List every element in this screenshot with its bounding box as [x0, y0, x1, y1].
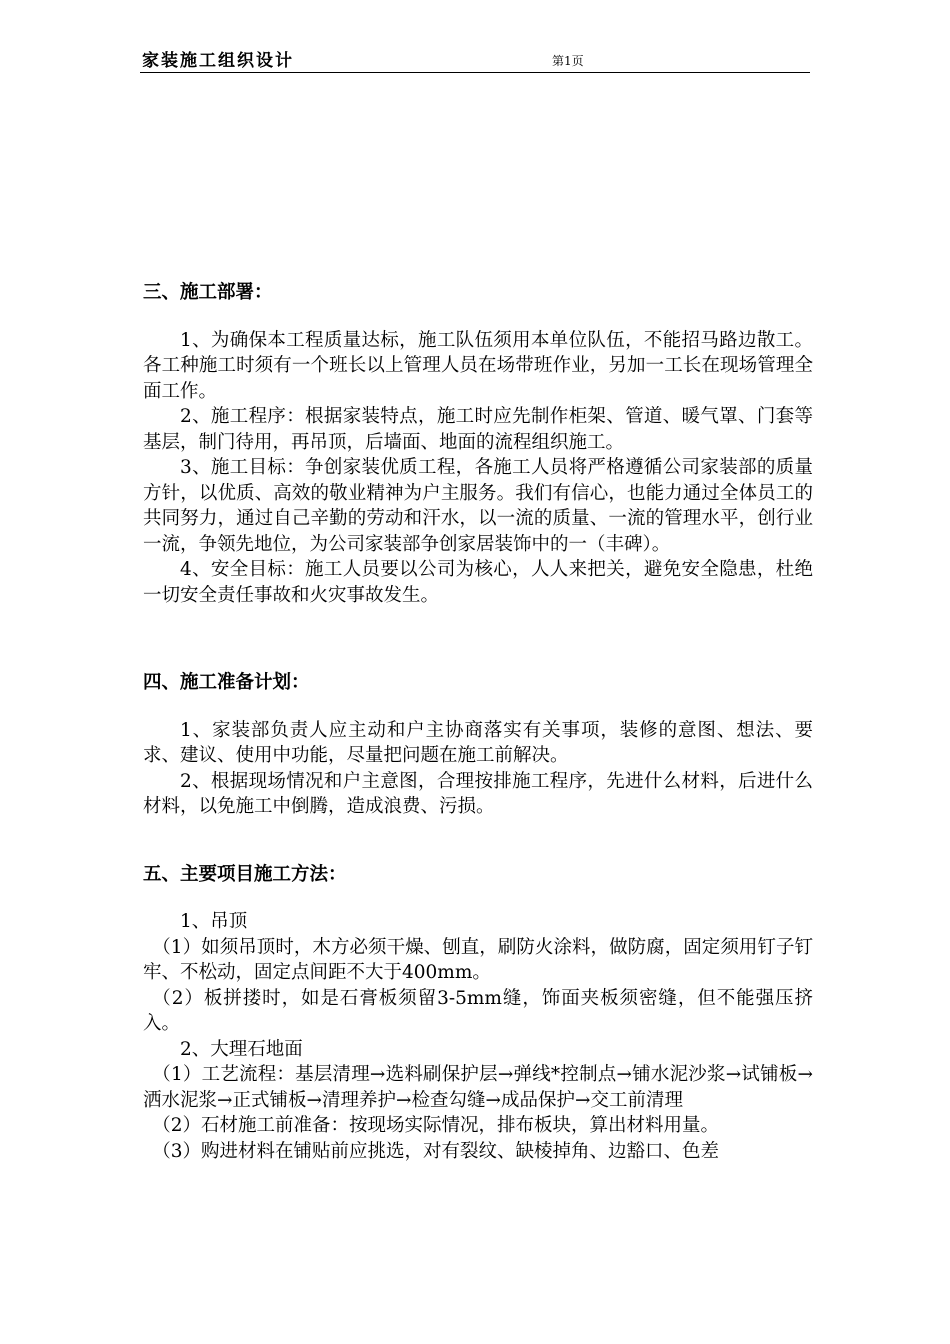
- paragraph: 1、家装部负责人应主动和户主协商落实有关事项，装修的意图、想法、要求、建议、使用中功能，尽量把问题在施工前解决。: [143, 719, 813, 766]
- page-number: 第1页: [552, 54, 584, 68]
- page-header: [140, 44, 810, 73]
- paragraph: 2、施工程序：根据家装特点，施工时应先制作柜架、管道、暖气罩、门套等基层，制门待用，再吊顶，后墙面、地面的流程组织施工。: [143, 406, 813, 453]
- paragraph: 4、安全目标：施工人员要以公司为核心，人人来把关，避免安全隐患，杜绝一切安全责任事故和火灾事故发生。: [143, 559, 813, 606]
- section-title-methods: 五、主要项目施工方法：: [143, 863, 347, 885]
- subsection-title-marble-floor: 2、大理石地面: [180, 1038, 303, 1060]
- document-title: 家装施工组织设计: [142, 51, 294, 71]
- paragraph: 2、根据现场情况和户主意图，合理按排施工程序，先进什么材料，后进什么材料，以免施工中倒腾，造成浪费、污损。: [143, 770, 813, 817]
- section-title-preparation: 四、施工准备计划：: [143, 672, 310, 693]
- paragraph: 3、施工目标：争创家装优质工程，各施工人员将严格遵循公司家装部的质量方针，以优质、高效的敬业精神为户主服务。我们有信心，也能力通过全体员工的共同努力，通过自己辛勤的劳动和汗水，以一流的质量、一流的管理水平，创行业一流，争领先地位，为公司家装部争创家居装饰中的一（丰碑）。: [143, 457, 813, 555]
- paragraph: （3）购进材料在铺贴前应挑选，对有裂纹、缺棱掉角、边豁口、色差: [152, 1140, 720, 1162]
- paragraph: （1）工艺流程：基层清理→选料刷保护层→弹线*控制点→铺水泥沙浆→试铺板→洒水泥浆→正式铺板→清理养护→检查勾缝→成品保护→交工前清理: [143, 1064, 813, 1111]
- subsection-title-ceiling: 1、吊顶: [180, 911, 248, 932]
- section-title-deployment: 三、施工部署：: [143, 282, 273, 303]
- paragraph: （2）板拼搂时，如是石膏板须留3-5mm缝，饰面夹板须密缝，但不能强压挤入。: [143, 987, 813, 1034]
- document-body: [143, 280, 813, 1164]
- paragraph: （1）如须吊顶时，木方必须干燥、刨直，刷防火涂料，做防腐，固定须用钉子钉牢、不松动，固定点间距不大于400mm。: [143, 936, 813, 983]
- paragraph: （2）石材施工前准备：按现场实际情况，排布板块，算出材料用量。: [152, 1115, 720, 1136]
- paragraph: 1、为确保本工程质量达标，施工队伍须用本单位队伍，不能招马路边散工。各工种施工时须有一个班长以上管理人员在场带班作业，另加一工长在现场管理全面工作。: [143, 329, 813, 402]
